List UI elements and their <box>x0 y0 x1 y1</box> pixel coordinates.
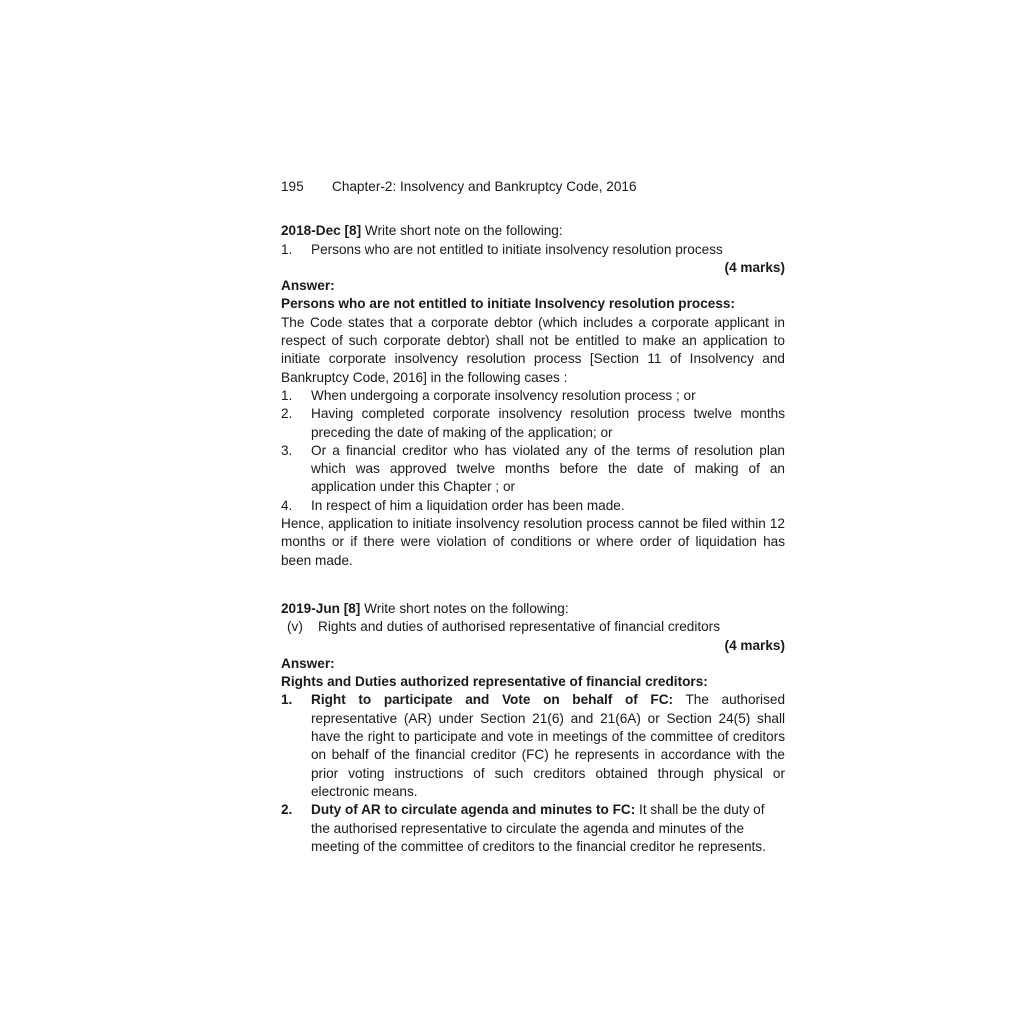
exam-tag: 2019-Jun [8] <box>281 600 361 616</box>
list-item-lead: Right to participate and Vote on behalf of FC: <box>311 692 674 708</box>
list-item <box>281 442 785 497</box>
list-item <box>281 497 785 515</box>
list-text: Persons who are not entitled to initiate insolvency resolution process <box>311 241 723 257</box>
answer-list-2019-jun <box>281 691 785 856</box>
answer-closing-2018-dec: Hence, application to initiate insolvency resolution process cannot be filed within 12 months or if there were violation of conditions or where order of liquidation has been made. <box>281 516 785 568</box>
list-marker: 2. <box>281 802 293 818</box>
list-marker: 3. <box>281 442 293 458</box>
list-item <box>281 801 785 856</box>
answer-label-2018-dec: Answer: <box>281 278 335 294</box>
list-item-lead: Duty of AR to circulate agenda and minutes to FC: <box>311 802 636 818</box>
list-text: Rights and duties of authorised representative of financial creditors <box>318 619 720 635</box>
exam-tag: 2018-Dec [8] <box>281 223 362 239</box>
page-content <box>281 178 785 856</box>
list-text: Having completed corporate insolvency resolution process twelve months preceding the date of making of the application; or <box>311 406 785 440</box>
list-marker: 1. <box>281 692 293 708</box>
question-prompt: Write short note on the following: <box>364 223 563 239</box>
list-item <box>281 387 785 405</box>
list-text: When undergoing a corporate insolvency resolution process ; or <box>311 387 696 403</box>
list-item <box>281 618 785 636</box>
marks-label-2019-jun: (4 marks) <box>724 637 785 653</box>
list-item <box>281 691 785 801</box>
answer-list-2018-dec <box>281 387 785 515</box>
question-header-2019-jun <box>281 600 785 618</box>
list-text: The authorised representative (AR) under Section 21(6) and 21(6A) or Section 24(5) shall have the right to participate and vote in meetings of the committee of creditors on behalf of the financial creditor (FC) he represents in accordance with the prior voting instructions of such creditors obtained through physical or electronic means. <box>311 692 785 799</box>
chapter-title: Chapter-2: Insolvency and Bankruptcy Code, 2016 <box>332 179 637 194</box>
exam-block-2019-jun <box>281 600 785 856</box>
answer-label-2019-jun: Answer: <box>281 655 335 671</box>
list-text: In respect of him a liquidation order has been made. <box>311 497 625 513</box>
spacer-after-running-head <box>281 196 785 222</box>
list-item <box>281 241 785 259</box>
list-item <box>281 405 785 442</box>
list-marker: (v) <box>287 619 303 635</box>
exam-block-2018-dec <box>281 222 785 570</box>
answer-intro-2018-dec: The Code states that a corporate debtor (which includes a corporate applicant in respect of such corporate debtor) shall not be entitled to make an application to initiate corporate insolvency resolution process [Section 11 of Insolvency and Bankruptcy Code, 2016] in the following cases : <box>281 314 785 385</box>
list-marker: 2. <box>281 406 293 422</box>
list-marker: 4. <box>281 497 293 513</box>
list-text: Or a financial creditor who has violated any of the terms of resolution plan which was approved twelve months before the date of making of an application under this Chapter ; or <box>311 442 785 495</box>
question-header-2018-dec <box>281 222 785 240</box>
answer-heading-2019-jun: Rights and Duties authorized representative of financial creditors: <box>281 674 708 690</box>
marks-label-2018-dec: (4 marks) <box>724 259 785 275</box>
answer-heading-2018-dec: Persons who are not entitled to initiate Insolvency resolution process: <box>281 296 735 312</box>
list-marker: 1. <box>281 241 293 257</box>
question-prompt: Write short notes on the following: <box>364 600 569 616</box>
page-folio-number: 195 <box>281 179 304 194</box>
running-head <box>281 178 785 196</box>
spacer-between-exam-blocks <box>281 570 785 600</box>
question-list-2019-jun <box>281 618 785 636</box>
list-text: It shall be the duty of the authorised representative to circulate the agenda and minutes of the meeting of the committee of creditors to the financial creditor he represents. <box>311 802 766 854</box>
list-marker: 1. <box>281 387 293 403</box>
question-list-2018-dec <box>281 241 785 259</box>
